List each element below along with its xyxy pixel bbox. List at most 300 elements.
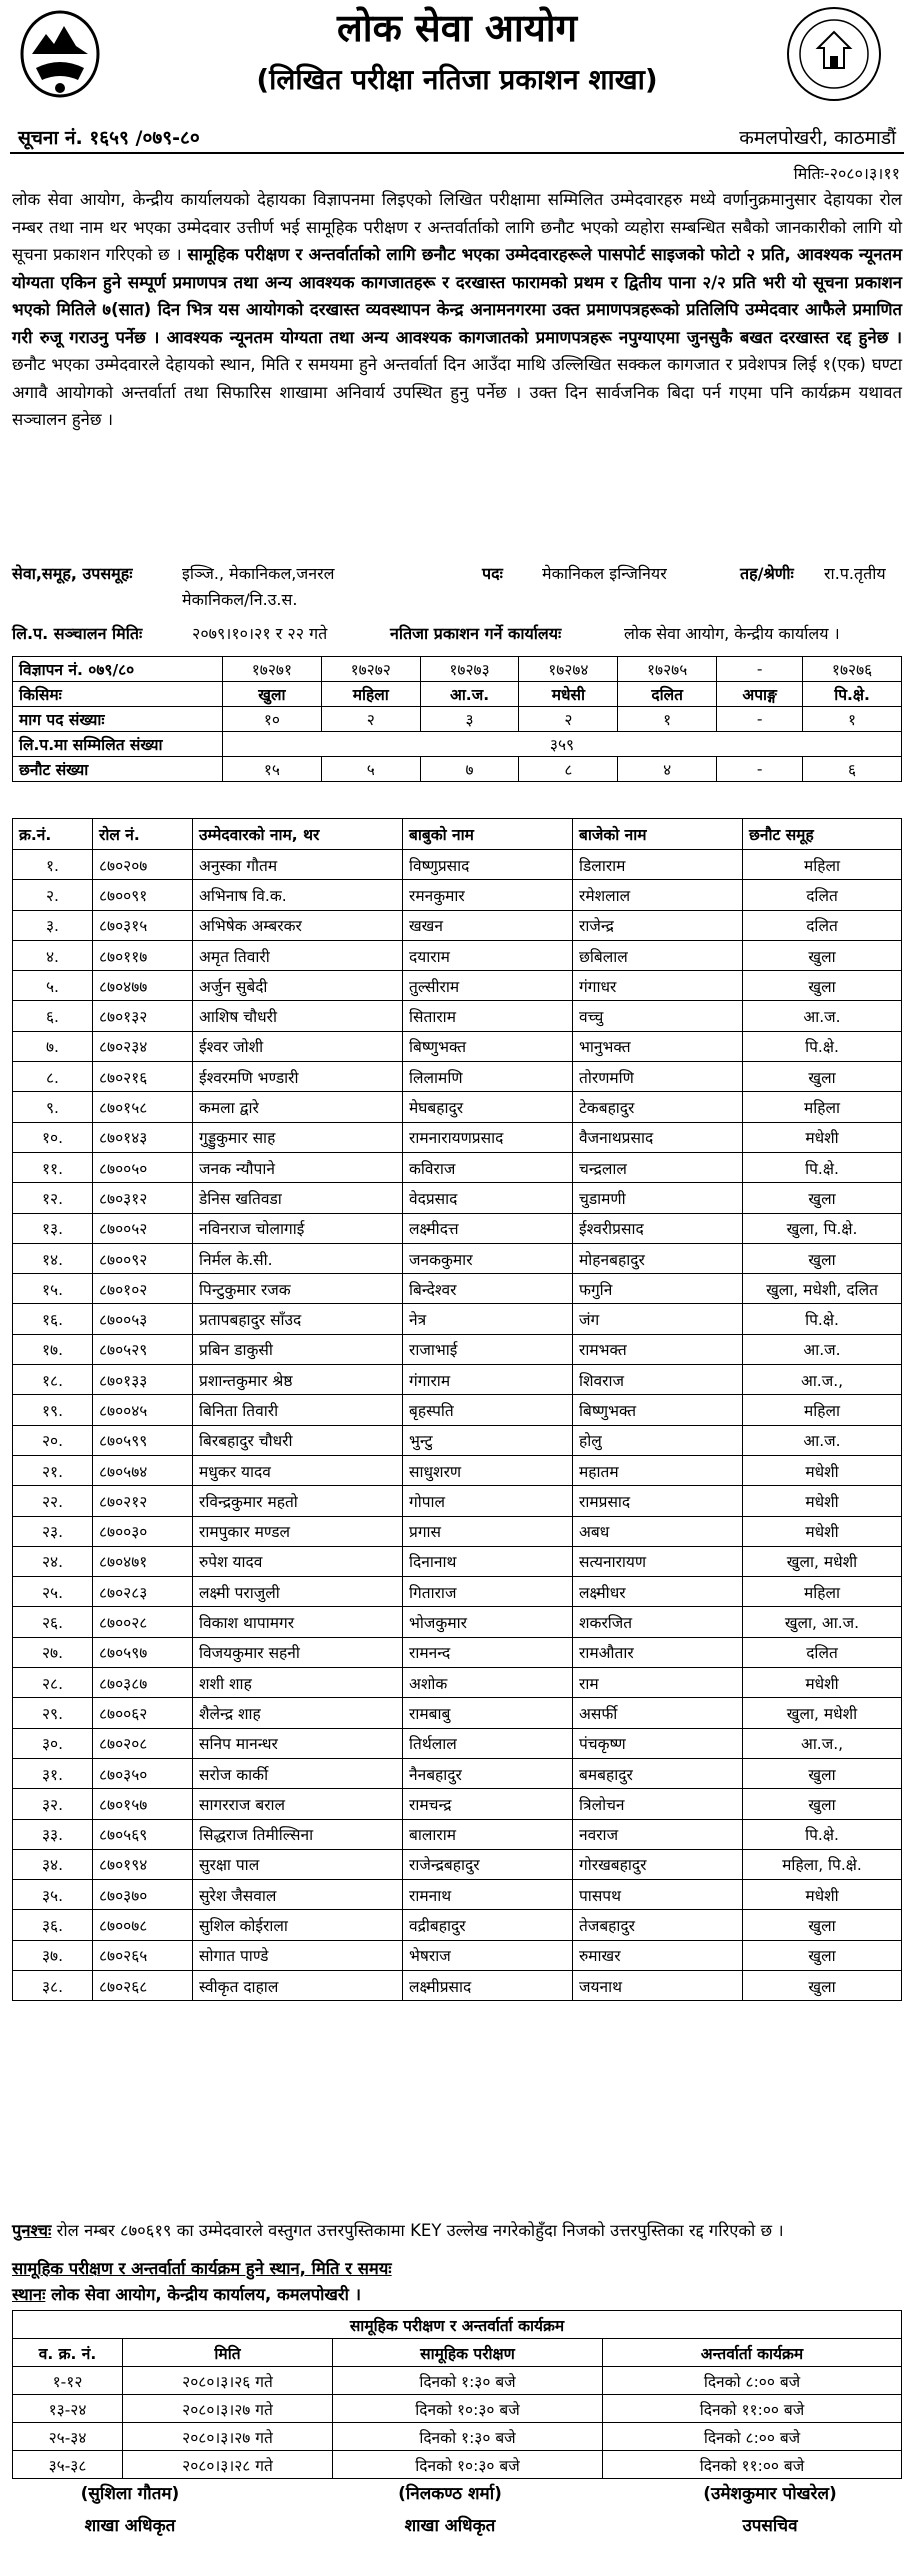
schedule-row — [13, 2395, 902, 2423]
col-name: उम्मेदवारको नाम, थर — [193, 819, 403, 850]
appeared-count: ३५९ — [223, 732, 902, 757]
father-cell: रामनन्द — [403, 1637, 573, 1667]
signature-block — [20, 2478, 240, 2542]
col-father: बाबुको नाम — [403, 819, 573, 850]
kind-cell: दलित — [618, 682, 717, 707]
table-row — [13, 1516, 902, 1546]
father-cell: राजेन्द्रबहादुर — [403, 1849, 573, 1879]
father-cell: जनककुमार — [403, 1243, 573, 1273]
serial-cell: ८. — [13, 1062, 93, 1092]
roll-cell: ८७००७८ — [93, 1910, 193, 1940]
group-cell: पि.क्षे. — [743, 1031, 902, 1061]
group-cell: खुला, मधेशी, दलित — [743, 1274, 902, 1304]
table-row — [13, 850, 902, 880]
roll-cell: ८७०२६८ — [93, 1970, 193, 2000]
serial-cell: ३४. — [13, 1849, 93, 1879]
table-row — [13, 1668, 902, 1698]
group-cell: महिला — [743, 850, 902, 880]
table-row — [13, 1698, 902, 1728]
roll-cell: ८७००५२ — [93, 1213, 193, 1243]
adv-no-cell: १७२७३ — [420, 657, 519, 682]
grandfather-cell: राम — [573, 1668, 743, 1698]
serial-cell: २४. — [13, 1546, 93, 1576]
serial-cell: ३५. — [13, 1880, 93, 1910]
table-row — [13, 880, 902, 910]
col-group: छनौट समूह — [743, 819, 902, 850]
table-row — [13, 1819, 902, 1849]
father-cell: गिताराज — [403, 1577, 573, 1607]
name-cell: कमला द्वारे — [193, 1092, 403, 1122]
roll-cell: ८७०३७० — [93, 1880, 193, 1910]
name-cell: अभिषेक अम्बरकर — [193, 910, 403, 940]
grandfather-cell: चुडामणी — [573, 1183, 743, 1213]
serial-cell: ३८. — [13, 1970, 93, 2000]
group-cell: मधेशी — [743, 1880, 902, 1910]
name-cell: अभिनाष वि.क. — [193, 880, 403, 910]
grandfather-cell: लक्ष्मीधर — [573, 1577, 743, 1607]
roll-cell: ८७००२८ — [93, 1607, 193, 1637]
grandfather-cell: शिवराज — [573, 1365, 743, 1395]
col-grandfather: बाजेको नाम — [573, 819, 743, 850]
name-cell: रविन्द्रकुमार महतो — [193, 1486, 403, 1516]
name-cell: जनक न्यौपाने — [193, 1152, 403, 1182]
table-row — [13, 1274, 902, 1304]
demand-cell: १ — [803, 707, 902, 732]
father-cell: प्रगास — [403, 1516, 573, 1546]
selected-cell: ६ — [803, 757, 902, 782]
note-label: पुनश्चः — [12, 2221, 52, 2240]
roll-cell: ८७०२८३ — [93, 1577, 193, 1607]
name-cell: प्रशान्तकुमार श्रेष्ठ — [193, 1365, 403, 1395]
table-row — [13, 1970, 902, 2000]
roll-cell: ८७०२३४ — [93, 1031, 193, 1061]
grandfather-cell: गोरखबहादुर — [573, 1849, 743, 1879]
serial-cell: ३७. — [13, 1940, 93, 1970]
father-cell: खखन — [403, 910, 573, 940]
adv-no-cell: १७२७६ — [803, 657, 902, 682]
adv-no-cell: १७२७२ — [321, 657, 420, 682]
group-cell: मधेशी — [743, 1486, 902, 1516]
father-cell: साधुशरण — [403, 1455, 573, 1485]
group-cell: खुला — [743, 1062, 902, 1092]
name-cell: स्वीकृत दाहाल — [193, 1970, 403, 2000]
group-cell: आ.ज. — [743, 1334, 902, 1364]
table-row — [13, 1910, 902, 1940]
father-cell: मेघबहादुर — [403, 1092, 573, 1122]
father-cell: भोजकुमार — [403, 1607, 573, 1637]
serial-cell: २३. — [13, 1516, 93, 1546]
group-cell: आ.ज. — [743, 1425, 902, 1455]
grandfather-cell: रुमाखर — [573, 1940, 743, 1970]
grandfather-cell: रामभक्त — [573, 1334, 743, 1364]
demand-cell: - — [717, 707, 803, 732]
roll-cell: ८७०३१५ — [93, 910, 193, 940]
father-cell: भुन्टु — [403, 1425, 573, 1455]
grandfather-cell: मोहनबहादुर — [573, 1243, 743, 1273]
table-row — [13, 1001, 902, 1031]
grandfather-cell: जयनाथ — [573, 1970, 743, 2000]
father-cell: बृहस्पति — [403, 1395, 573, 1425]
serial-cell: २७. — [13, 1637, 93, 1667]
group-cell: महिला — [743, 1395, 902, 1425]
grandfather-cell: फगुनि — [573, 1274, 743, 1304]
notice-body — [12, 186, 902, 434]
adv-no-cell: - — [717, 657, 803, 682]
adv-no-cell: १७२७४ — [519, 657, 618, 682]
signatory-name: (उमेशकुमार पोखरेल) — [703, 2484, 837, 2504]
serial-cell: ११. — [13, 1152, 93, 1182]
father-cell: लक्ष्मीदत्त — [403, 1213, 573, 1243]
roll-cell: ८७०२६५ — [93, 1940, 193, 1970]
col-roll: रोल नं. — [93, 819, 193, 850]
table-row — [13, 1546, 902, 1576]
father-cell: लक्ष्मीप्रसाद — [403, 1970, 573, 2000]
name-cell: अनुस्का गौतम — [193, 850, 403, 880]
father-cell: गंगाराम — [403, 1365, 573, 1395]
father-cell: रामबाबु — [403, 1698, 573, 1728]
table-row — [13, 1637, 902, 1667]
table-row — [13, 1062, 902, 1092]
schedule-row — [13, 2423, 902, 2451]
selected-cell: १५ — [223, 757, 322, 782]
name-cell: डेनिस खतिवडा — [193, 1183, 403, 1213]
adv-no-cell: १७२७१ — [223, 657, 322, 682]
father-cell: बिन्देश्वर — [403, 1274, 573, 1304]
schedule-group-test-cell: दिनको १०:३० बजे — [333, 2451, 603, 2479]
name-cell: रामपुकार मण्डल — [193, 1516, 403, 1546]
roll-cell: ८७०१०२ — [93, 1274, 193, 1304]
table-row — [13, 1243, 902, 1273]
grandfather-cell: वच्चु — [573, 1001, 743, 1031]
roll-cell: ८७०३१२ — [93, 1183, 193, 1213]
name-cell: निर्मल के.सी. — [193, 1243, 403, 1273]
group-cell: खुला — [743, 1758, 902, 1788]
table-row — [13, 1758, 902, 1788]
serial-cell: ५. — [13, 971, 93, 1001]
table-row — [13, 1940, 902, 1970]
schedule-group-test-cell: दिनको १:३० बजे — [333, 2423, 603, 2451]
roll-cell: ८७००५३ — [93, 1304, 193, 1334]
signature-block — [340, 2478, 560, 2542]
serial-cell: २. — [13, 880, 93, 910]
group-cell: खुला — [743, 940, 902, 970]
adv-no-cell: १७२७५ — [618, 657, 717, 682]
group-cell: मधेशी — [743, 1516, 902, 1546]
father-cell: वेदप्रसाद — [403, 1183, 573, 1213]
roll-cell: ८७०२०७ — [93, 850, 193, 880]
exam-info — [12, 622, 902, 644]
name-cell: रुपेश यादव — [193, 1546, 403, 1576]
grandfather-cell: महातम — [573, 1455, 743, 1485]
signatory-name: (सुशिला गौतम) — [80, 2484, 180, 2504]
name-cell: सुशिल कोईराला — [193, 1910, 403, 1940]
serial-cell: २६. — [13, 1607, 93, 1637]
schedule-col-group-test: सामूहिक परीक्षण — [333, 2339, 603, 2367]
advertisement-table — [12, 656, 902, 782]
name-cell: नविनराज चोलागाई — [193, 1213, 403, 1243]
father-cell: गोपाल — [403, 1486, 573, 1516]
grandfather-cell: बमबहादुर — [573, 1758, 743, 1788]
name-cell: आशिष चौधरी — [193, 1001, 403, 1031]
venue-heading: सामूहिक परीक्षण र अन्तर्वार्ता कार्यक्रम हुने स्थान, मिति र समयः — [12, 2259, 392, 2278]
father-cell: कविराज — [403, 1152, 573, 1182]
grandfather-cell: ईश्वरीप्रसाद — [573, 1213, 743, 1243]
divider — [10, 152, 904, 154]
notice-date: मितिः-२०८०।३।११ — [793, 164, 900, 183]
name-cell: सोगात पाण्डे — [193, 1940, 403, 1970]
name-cell: ईश्वर जोशी — [193, 1031, 403, 1061]
roll-cell: ८७००३० — [93, 1516, 193, 1546]
serial-cell: ६. — [13, 1001, 93, 1031]
grandfather-cell: सत्यनारायण — [573, 1546, 743, 1576]
page-subtitle: (लिखित परीक्षा नतिजा प्रकाशन शाखा) — [256, 63, 658, 96]
grandfather-cell: तेजबहादुर — [573, 1910, 743, 1940]
serial-cell: १६. — [13, 1304, 93, 1334]
serial-cell: १८. — [13, 1365, 93, 1395]
kind-cell: अपाङ्ग — [717, 682, 803, 707]
selected-cell: ५ — [321, 757, 420, 782]
roll-cell: ८७०१३३ — [93, 1365, 193, 1395]
name-cell: सरोज कार्की — [193, 1758, 403, 1788]
name-cell: लक्ष्मी पराजुली — [193, 1577, 403, 1607]
roll-cell: ८७०५७४ — [93, 1455, 193, 1485]
body-paragraph-3: छनौट भएका उम्मेदवारले देहायको स्थान, मिति र समयमा हुने अन्तर्वार्ता दिन आउँदा माथि उल्लिखित सक्कल कागजात र प्रवेशपत्र लिई १(एक) घण्टा अगावै आयोगको अन्तर्वार्ता तथा सिफारिस शाखामा अनिवार्य उपस्थित हुनु पर्नेछ । उक्त दिन सार्वजनिक बिदा पर्न गएमा पनि कार्यक्रम यथावत सञ्चालन हुनेछ । — [12, 355, 902, 429]
service-value: इञ्जि., मेकानिकल,जनरल — [182, 564, 335, 583]
grandfather-cell: रामप्रसाद — [573, 1486, 743, 1516]
signatory-title: उपसचिव — [742, 2516, 798, 2536]
roll-cell: ८७००४५ — [93, 1395, 193, 1425]
office-value: लोक सेवा आयोग, केन्द्रीय कार्यालय । — [624, 624, 840, 643]
grandfather-cell: असर्फी — [573, 1698, 743, 1728]
demand-cell: १ — [618, 707, 717, 732]
selected-cell: ४ — [618, 757, 717, 782]
group-cell: खुला — [743, 1789, 902, 1819]
schedule-serial-cell: १३-२४ — [13, 2395, 123, 2423]
table-row — [13, 971, 902, 1001]
office-label: नतिजा प्रकाशन गर्ने कार्यालयः — [390, 624, 562, 643]
signatory-name: (निलकण्ठ शर्मा) — [398, 2484, 502, 2504]
table-row — [13, 1455, 902, 1485]
table-row — [13, 1304, 902, 1334]
kind-header: किसिमः — [13, 682, 223, 707]
name-cell: सिद्धराज तिमील्सिना — [193, 1819, 403, 1849]
group-cell: खुला — [743, 1183, 902, 1213]
kind-cell: खुला — [223, 682, 322, 707]
serial-cell: १. — [13, 850, 93, 880]
demand-header: माग पद संख्याः — [13, 707, 223, 732]
col-serial: क्र.नं. — [13, 819, 93, 850]
father-cell: बिष्णुभक्त — [403, 1031, 573, 1061]
post-label: पदः — [482, 564, 503, 583]
signature-block — [660, 2478, 880, 2542]
group-cell: महिला, पि.क्षे. — [743, 1849, 902, 1879]
serial-cell: ३. — [13, 910, 93, 940]
serial-cell: ३२. — [13, 1789, 93, 1819]
name-cell: मधुकर यादव — [193, 1455, 403, 1485]
table-row — [13, 1486, 902, 1516]
father-cell: दिनानाथ — [403, 1546, 573, 1576]
roll-cell: ८७०२०८ — [93, 1728, 193, 1758]
table-row — [13, 1849, 902, 1879]
group-cell: खुला, मधेशी — [743, 1698, 902, 1728]
father-cell: विष्णुप्रसाद — [403, 850, 573, 880]
serial-cell: १५. — [13, 1274, 93, 1304]
group-cell: खुला — [743, 1970, 902, 2000]
grandfather-cell: वैजनाथप्रसाद — [573, 1122, 743, 1152]
group-cell: आ.ज., — [743, 1365, 902, 1395]
roll-cell: ८७००५० — [93, 1152, 193, 1182]
name-cell: शैलेन्द्र शाह — [193, 1698, 403, 1728]
serial-cell: १९. — [13, 1395, 93, 1425]
body-paragraph-2: सामूहिक परीक्षण र अन्तर्वार्ताको लागि छनौट भएका उम्मेदवारहरूले पासपोर्ट साइजको फोटो २ प्रति, आवश्यक न्यूनतम योग्यता एकिन हुने सम्पूर्ण प्रमाणपत्र तथा अन्य आवश्यक कागजातहरू र दरखास्त फारामको प्रथम र द्वितीय पाना २/२ प्रति भरी यो सूचना प्रकाशन भएको मितिले ७(सात) दिन भित्र यस आयोगको दरखास्त व्यवस्थापन केन्द्र अनामनगरमा उक्त प्रमाणपत्रहरूको प्रतिलिपि उम्मेदवार आफैले प्रमाणित गरी रुजू गराउनु पर्नेछ । आवश्यक न्यूनतम योग्यता तथा अन्य आवश्यक कागजातको प्रमाणपत्रहरू नपुग्याएमा जुनसुकै बखत दरखास्त रद्द हुनेछ । — [12, 245, 902, 347]
serial-cell: २९. — [13, 1698, 93, 1728]
level-value: रा.प.तृतीय — [824, 564, 886, 583]
schedule-date-cell: २०८०।३।२८ गते — [123, 2451, 333, 2479]
group-cell: दलित — [743, 880, 902, 910]
table-row — [13, 1122, 902, 1152]
body-paragraph-1: लोक सेवा आयोग, केन्द्रीय कार्यालयको देहायका विज्ञापनमा लिइएको लिखित परीक्षामा सम्मिलित उम्मेदवारहरु मध्ये वर्णानुक्रमानुसार देहायका रोल नम्बर तथा नाम थर भएका उम्मेदवार उत्तीर्ण भई सामूहिक परीक्षण र अन्तर्वार्ताको लागि छनौट भएको व्यहोरा सम्बन्धित सबैको जानकारीको लागि यो सूचना प्रकाशन गरिएको छ । — [12, 190, 902, 264]
grandfather-cell: शकरजित — [573, 1607, 743, 1637]
roll-cell: ८७०१५७ — [93, 1789, 193, 1819]
service-value-2: मेकानिकल/नि.उ.स. — [182, 590, 298, 609]
schedule-row — [13, 2451, 902, 2479]
table-row — [13, 1789, 902, 1819]
grandfather-cell: पंचकृष्ण — [573, 1728, 743, 1758]
results-header-row — [13, 819, 902, 850]
kind-cell: मधेसी — [519, 682, 618, 707]
venue-text: लोक सेवा आयोग, केन्द्रीय कार्यालय, कमलपोखरी । — [51, 2285, 361, 2304]
grandfather-cell: तोरणमणि — [573, 1062, 743, 1092]
name-cell: प्रतापबहादुर साँउद — [193, 1304, 403, 1334]
group-cell: खुला — [743, 1940, 902, 1970]
serial-cell: १४. — [13, 1243, 93, 1273]
serial-cell: ४. — [13, 940, 93, 970]
serial-cell: २०. — [13, 1425, 93, 1455]
name-cell: अमृत तिवारी — [193, 940, 403, 970]
grandfather-cell: राजेन्द्र — [573, 910, 743, 940]
results-table — [12, 818, 902, 2001]
grandfather-cell: होलु — [573, 1425, 743, 1455]
schedule-serial-cell: २५-३४ — [13, 2423, 123, 2451]
name-cell: सुरक्षा पाल — [193, 1849, 403, 1879]
serial-cell: १३. — [13, 1213, 93, 1243]
demand-cell: २ — [321, 707, 420, 732]
group-cell: महिला — [743, 1092, 902, 1122]
page-title: लोक सेवा आयोग — [336, 6, 578, 50]
venue-line — [12, 2282, 902, 2308]
adv-no-header: विज्ञापन नं. ०७९/८० — [13, 657, 223, 682]
post-value: मेकानिकल इन्जिनियर — [542, 564, 667, 583]
selected-cell: - — [717, 757, 803, 782]
father-cell: तुल्सीराम — [403, 971, 573, 1001]
group-cell: पि.क्षे. — [743, 1819, 902, 1849]
serial-cell: ३०. — [13, 1728, 93, 1758]
table-row — [13, 910, 902, 940]
father-cell: सिताराम — [403, 1001, 573, 1031]
schedule-serial-cell: ३५-३८ — [13, 2451, 123, 2479]
grandfather-cell: नवराज — [573, 1819, 743, 1849]
roll-cell: ८७००९१ — [93, 880, 193, 910]
name-cell: विकाश थापामगर — [193, 1607, 403, 1637]
name-cell: प्रबिन डाकुसी — [193, 1334, 403, 1364]
name-cell: गुड्डुकुमार साह — [193, 1122, 403, 1152]
table-row — [13, 940, 902, 970]
schedule-title: सामूहिक परीक्षण र अन्तर्वार्ता कार्यक्रम — [13, 2311, 902, 2339]
schedule-row — [13, 2367, 902, 2395]
postscript-note — [12, 2218, 902, 2244]
psc-seal-logo — [784, 4, 884, 104]
serial-cell: ३३. — [13, 1819, 93, 1849]
schedule-col-date: मिति — [123, 2339, 333, 2367]
appeared-header: लि.प.मा सम्मिलित संख्या — [13, 732, 223, 757]
schedule-group-test-cell: दिनको १:३० बजे — [333, 2367, 603, 2395]
father-cell: रामनारायणप्रसाद — [403, 1122, 573, 1152]
grandfather-cell: डिलाराम — [573, 850, 743, 880]
grandfather-cell: भानुभक्त — [573, 1031, 743, 1061]
table-row — [13, 1425, 902, 1455]
group-cell: खुला, मधेशी — [743, 1546, 902, 1576]
schedule-date-cell: २०८०।३।२७ गते — [123, 2423, 333, 2451]
name-cell: विजयकुमार सहनी — [193, 1637, 403, 1667]
demand-cell: १० — [223, 707, 322, 732]
name-cell: सागरराज बराल — [193, 1789, 403, 1819]
table-row — [13, 1395, 902, 1425]
demand-cell: ३ — [420, 707, 519, 732]
father-cell: तिर्थलाल — [403, 1728, 573, 1758]
group-cell: पि.क्षे. — [743, 1304, 902, 1334]
group-cell: मधेशी — [743, 1455, 902, 1485]
group-cell: खुला, पि.क्षे. — [743, 1213, 902, 1243]
notice-number: सूचना नं. १६५९ /०७९-८० — [18, 127, 200, 149]
father-cell: रामनाथ — [403, 1880, 573, 1910]
grandfather-cell: छबिलाल — [573, 940, 743, 970]
father-cell: अशोक — [403, 1668, 573, 1698]
kind-cell: पि.क्षे. — [803, 682, 902, 707]
header — [0, 0, 914, 118]
roll-cell: ८७०२१६ — [93, 1062, 193, 1092]
grandfather-cell: बिष्णुभक्त — [573, 1395, 743, 1425]
group-cell: पि.क्षे. — [743, 1152, 902, 1182]
schedule-interview-cell: दिनको ८:०० बजे — [603, 2367, 902, 2395]
name-cell: सनिप मानन्धर — [193, 1728, 403, 1758]
roll-cell: ८७०५९७ — [93, 1637, 193, 1667]
roll-cell: ८७०२१२ — [93, 1486, 193, 1516]
serial-cell: २८. — [13, 1668, 93, 1698]
serial-cell: ३६. — [13, 1910, 93, 1940]
signatory-title: शाखा अधिकृत — [84, 2516, 176, 2536]
serial-cell: ३१. — [13, 1758, 93, 1788]
roll-cell: ८७०३५० — [93, 1758, 193, 1788]
group-cell: महिला — [743, 1577, 902, 1607]
father-cell: रामचन्द्र — [403, 1789, 573, 1819]
name-cell: अर्जुन सुबेदी — [193, 971, 403, 1001]
table-row — [13, 1092, 902, 1122]
selected-cell: ७ — [420, 757, 519, 782]
kind-cell: महिला — [321, 682, 420, 707]
roll-cell: ८७०५९९ — [93, 1425, 193, 1455]
serial-cell: ९. — [13, 1092, 93, 1122]
schedule-interview-cell: दिनको ११:०० बजे — [603, 2395, 902, 2423]
schedule-col-interview: अन्तर्वार्ता कार्यक्रम — [603, 2339, 902, 2367]
name-cell: पिन्टुकुमार रजक — [193, 1274, 403, 1304]
roll-cell: ८७०१३२ — [93, 1001, 193, 1031]
schedule-date-cell: २०८०।३।२७ गते — [123, 2395, 333, 2423]
service-label: सेवा,समूह, उपसमूहः — [12, 564, 133, 583]
grandfather-cell: रामऔतार — [573, 1637, 743, 1667]
name-cell: शशी शाह — [193, 1668, 403, 1698]
grandfather-cell: त्रिलोचन — [573, 1789, 743, 1819]
grandfather-cell: गंगाधर — [573, 971, 743, 1001]
